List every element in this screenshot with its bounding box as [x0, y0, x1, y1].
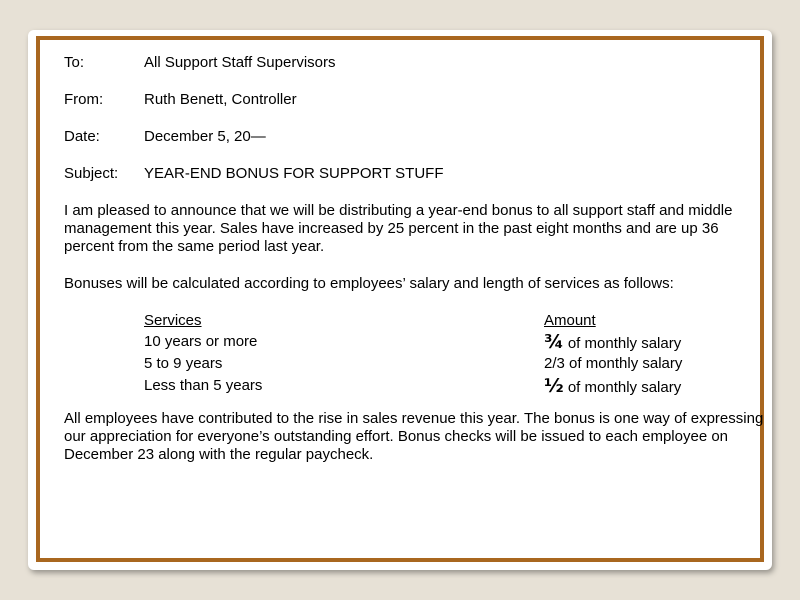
- bonus-table: [64, 312, 764, 400]
- table-row: [64, 377, 764, 397]
- table-row: [64, 355, 764, 375]
- amount-cell: [544, 355, 682, 373]
- amount-text: 2/3 of monthly salary: [544, 355, 683, 372]
- date-row: [64, 128, 764, 146]
- date-label: Date:: [64, 128, 100, 145]
- bonus-table-header: [64, 312, 764, 332]
- service-cell: 10 years or more: [144, 333, 258, 350]
- services-header: Services: [144, 312, 202, 329]
- from-row: [64, 91, 764, 109]
- paragraph-appreciation: All employees have contributed to the rise in sales revenue this year. The bonus is one way of expressing our appreciation for everyone’s outstanding effort. Bonus checks will be issued to each employee on December 23 along with the regular paycheck.: [64, 410, 764, 463]
- slide: [28, 30, 772, 570]
- subject-value: YEAR-END BONUS FOR SUPPORT STUFF: [144, 165, 444, 182]
- table-row: [64, 333, 764, 353]
- fraction-three-quarters: ¾: [544, 331, 564, 353]
- subject-row: [64, 165, 764, 183]
- memo-frame: [36, 36, 764, 562]
- amount-cell: [544, 333, 681, 353]
- memo-document: [64, 54, 764, 483]
- to-value: All Support Staff Supervisors: [144, 54, 336, 71]
- from-label: From:: [64, 91, 104, 108]
- fraction-one-half: ½: [544, 375, 564, 397]
- to-label: To:: [64, 54, 85, 71]
- service-cell: Less than 5 years: [144, 377, 263, 394]
- from-value: Ruth Benett, Controller: [144, 91, 297, 108]
- service-cell: 5 to 9 years: [144, 355, 223, 372]
- paragraph-calculation: Bonuses will be calculated according to employees’ salary and length of services as follows:: [64, 275, 674, 292]
- amount-text: of monthly salary: [563, 335, 682, 352]
- subject-label: Subject:: [64, 165, 119, 182]
- date-value: December 5, 20—: [144, 128, 266, 145]
- amount-text: of monthly salary: [563, 379, 682, 396]
- to-row: [64, 54, 764, 72]
- paragraph-announcement: I am pleased to announce that we will be distributing a year-end bonus to all support staff and middle management this year. Sales have increased by 25 percent in the past eight months and are up 36 percent from the same period last year.: [64, 202, 733, 255]
- amount-cell: [544, 377, 681, 397]
- amount-header: Amount: [544, 312, 596, 329]
